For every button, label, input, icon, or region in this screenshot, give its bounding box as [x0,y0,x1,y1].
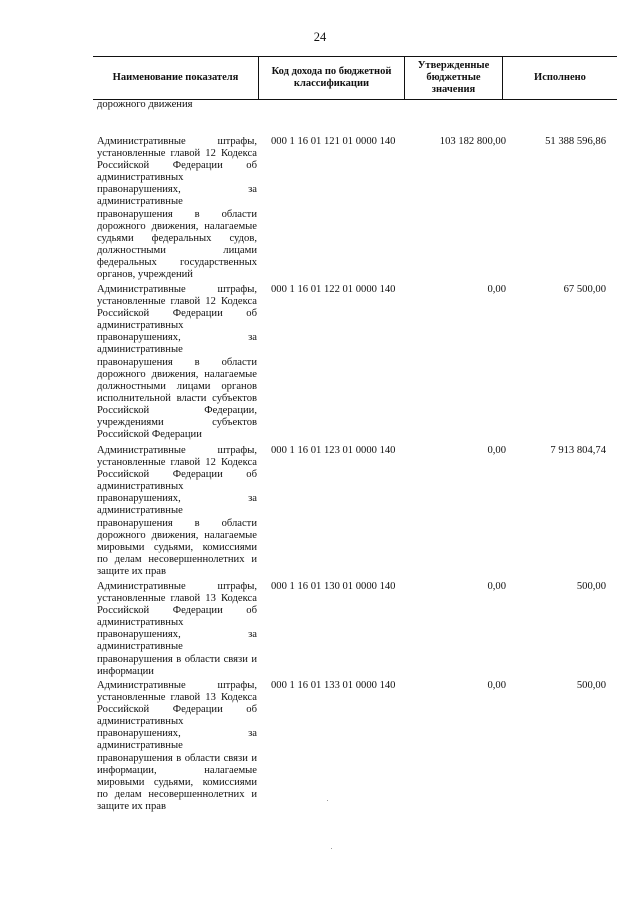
row-name: Административные штрафы, установленные главой 12 Кодекса Российской Федерации об административных правонарушениях, за административные правонарушения в области дорожного движения, налагаемые судьями федеральных судов, должностными лицами федеральных государственных органов, учреждений [97,136,257,281]
row-done: 7 913 804,74 [550,445,606,456]
row-done: 500,00 [576,581,606,592]
scan-speck [327,800,328,801]
table-header [93,56,617,100]
header-code-column: Код дохода по бюджетной классификации [258,57,404,99]
continued-name-text: дорожного движения [97,99,193,110]
row-code: 000 1 16 01 123 01 0000 140 [271,445,396,456]
row-approved: 103 182 800,00 [439,136,506,147]
row-code: 000 1 16 01 130 01 0000 140 [271,581,396,592]
row-name: Административные штрафы, установленные главой 12 Кодекса Российской Федерации об административных правонарушениях, за административные правонарушения в области дорожного движения, налагаемые мировыми судьями, комиссиями по делам несовершеннолетних и защите их прав [97,445,257,577]
row-name: Административные штрафы, установленные главой 13 Кодекса Российской Федерации об административных правонарушениях, за административные правонарушения в области связи и информации [97,581,257,677]
scan-speck [331,848,332,849]
row-done: 67 500,00 [563,284,606,295]
header-name-column: Наименование показателя [112,72,239,83]
row-approved: 0,00 [487,284,506,295]
row-code: 000 1 16 01 122 01 0000 140 [271,284,396,295]
row-done: 51 388 596,86 [545,136,606,147]
row-approved: 0,00 [487,445,506,456]
page-number: 24 [313,30,327,44]
header-approved-column: Утвержденные бюджетные значения [404,57,502,99]
row-done: 500,00 [576,680,606,691]
row-name: Административные штрафы, установленные главой 13 Кодекса Российской Федерации об административных правонарушениях, за административные правонарушения в области связи и информации, налагаемые мировыми судьями, комиссиями по делам несовершеннолетних и защите их прав [97,680,257,812]
row-name: Административные штрафы, установленные главой 12 Кодекса Российской Федерации об административных правонарушениях, за административные правонарушения в области дорожного движения, налагаемые должностными лицами органов исполнительной власти субъектов Российской Федерации, учреждениями субъектов Российской Федерации [97,284,257,441]
row-approved: 0,00 [487,680,506,691]
row-code: 000 1 16 01 121 01 0000 140 [271,136,396,147]
header-done-column: Исполнено [502,57,617,99]
row-approved: 0,00 [487,581,506,592]
row-code: 000 1 16 01 133 01 0000 140 [271,680,396,691]
